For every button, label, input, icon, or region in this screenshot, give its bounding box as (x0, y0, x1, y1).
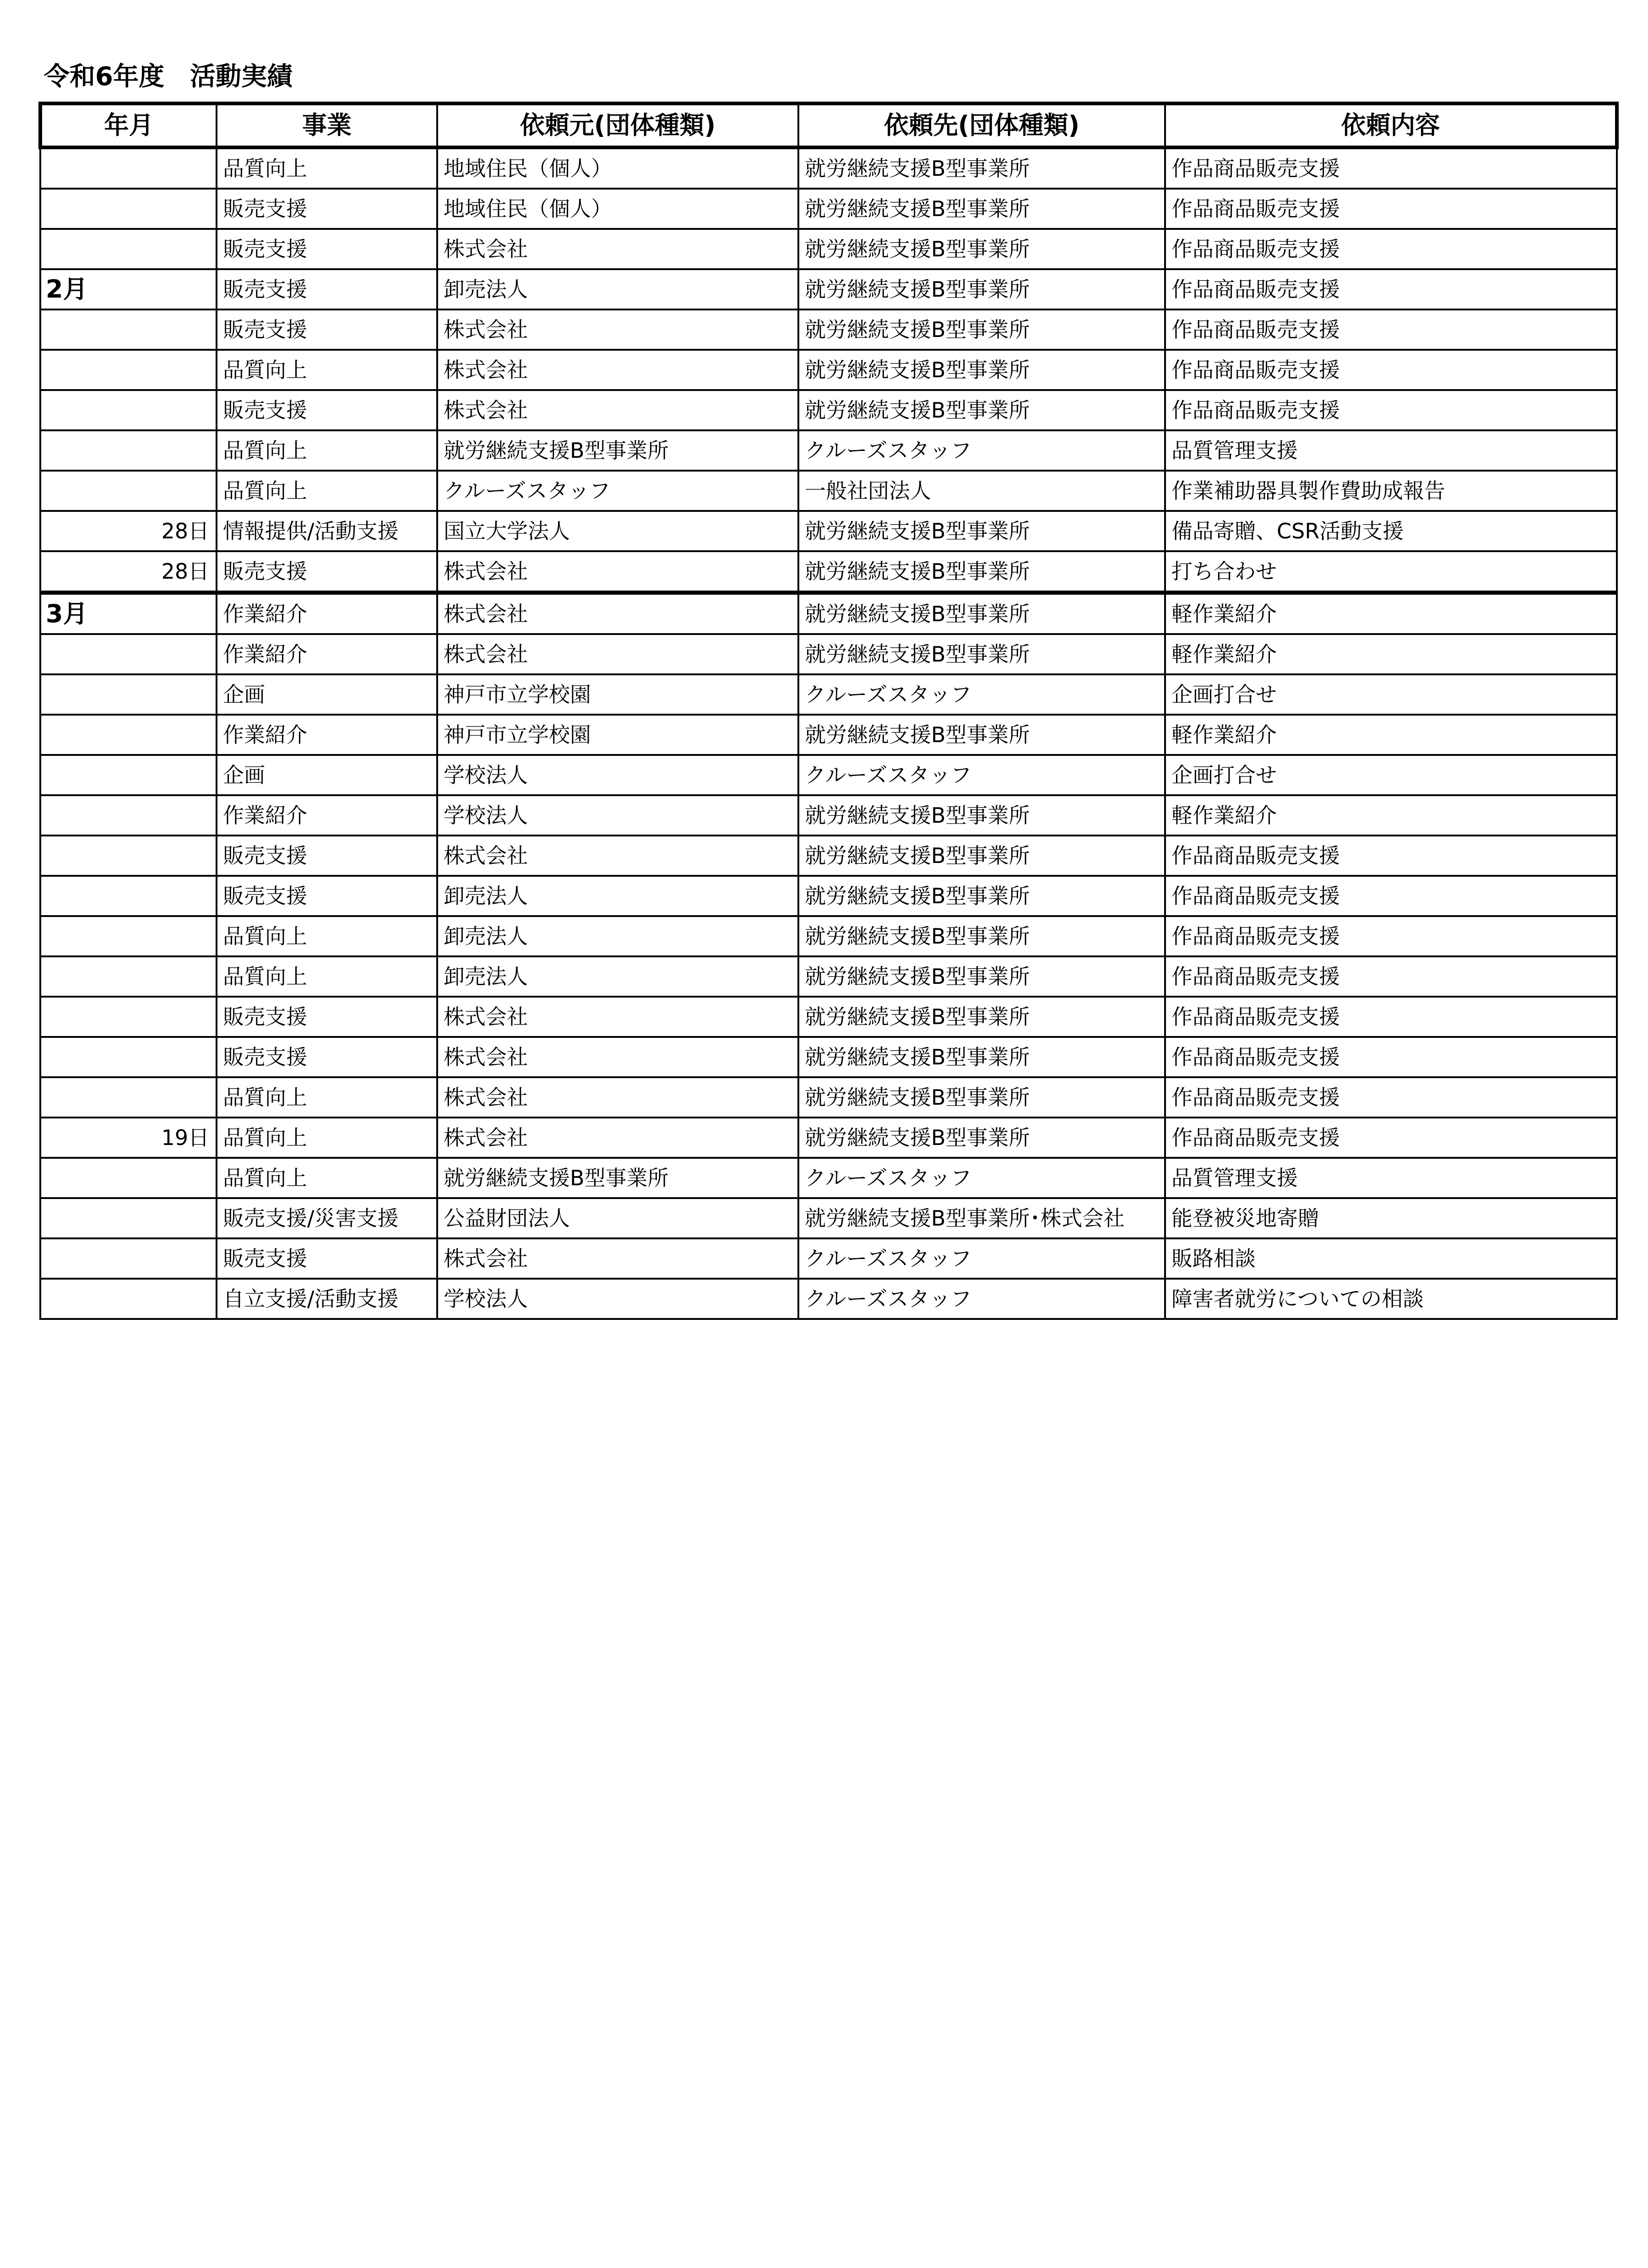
requester-cell: 株式会社 (437, 1037, 798, 1077)
month-cell (40, 229, 217, 269)
header-content: 依頼内容 (1165, 103, 1617, 147)
content-cell: 品質管理支援 (1165, 1158, 1617, 1198)
recipient-cell: 就労継続支援B型事業所･株式会社 (798, 1198, 1165, 1238)
table-header-row (40, 103, 1617, 147)
content-cell: 作品商品販売支援 (1165, 997, 1617, 1037)
recipient-cell: 一般社団法人 (798, 471, 1165, 511)
table-row (40, 755, 1617, 795)
content-cell: 軽作業紹介 (1165, 795, 1617, 836)
business-cell: 販売支援 (217, 1238, 437, 1279)
business-cell: 品質向上 (217, 430, 437, 471)
month-cell (40, 309, 217, 350)
content-cell: 作品商品販売支援 (1165, 1118, 1617, 1158)
table-row (40, 997, 1617, 1037)
month-cell (40, 430, 217, 471)
recipient-cell: 就労継続支援B型事業所 (798, 956, 1165, 997)
content-cell: 作品商品販売支援 (1165, 269, 1617, 309)
table-row (40, 593, 1617, 635)
content-cell: 軽作業紹介 (1165, 634, 1617, 674)
content-cell: 企画打合せ (1165, 755, 1617, 795)
month-cell: 28日 (40, 551, 217, 593)
header-requester: 依頼元(団体種類) (437, 103, 798, 147)
table-row (40, 876, 1617, 916)
business-cell: 作業紹介 (217, 795, 437, 836)
header-recipient: 依頼先(団体種類) (798, 103, 1165, 147)
business-cell: 作業紹介 (217, 634, 437, 674)
content-cell: 作品商品販売支援 (1165, 390, 1617, 430)
recipient-cell: 就労継続支援B型事業所 (798, 593, 1165, 635)
business-cell: 品質向上 (217, 350, 437, 390)
content-cell: 品質管理支援 (1165, 430, 1617, 471)
requester-cell: 就労継続支援B型事業所 (437, 1158, 798, 1198)
month-cell (40, 795, 217, 836)
business-cell: 販売支援 (217, 1037, 437, 1077)
document-title: 令和6年度 活動実績 (44, 62, 293, 92)
table-row (40, 956, 1617, 997)
month-cell (40, 876, 217, 916)
business-cell: 作業紹介 (217, 593, 437, 635)
recipient-cell: 就労継続支援B型事業所 (798, 147, 1165, 189)
requester-cell: 卸売法人 (437, 916, 798, 956)
requester-cell: 株式会社 (437, 551, 798, 593)
month-cell (40, 1037, 217, 1077)
business-cell: 品質向上 (217, 471, 437, 511)
recipient-cell: 就労継続支援B型事業所 (798, 269, 1165, 309)
business-cell: 販売支援 (217, 997, 437, 1037)
month-cell (40, 755, 217, 795)
business-cell: 販売支援 (217, 189, 437, 229)
requester-cell: 学校法人 (437, 795, 798, 836)
table-row (40, 1238, 1617, 1279)
month-cell (40, 1077, 217, 1118)
month-cell: 19日 (40, 1118, 217, 1158)
business-cell: 企画 (217, 674, 437, 715)
content-cell: 作品商品販売支援 (1165, 309, 1617, 350)
month-cell (40, 147, 217, 189)
recipient-cell: 就労継続支援B型事業所 (798, 836, 1165, 876)
requester-cell: 卸売法人 (437, 956, 798, 997)
month-cell (40, 1279, 217, 1319)
table-row (40, 551, 1617, 593)
recipient-cell: クルーズスタッフ (798, 755, 1165, 795)
requester-cell: 公益財団法人 (437, 1198, 798, 1238)
table-row (40, 511, 1617, 551)
recipient-cell: 就労継続支援B型事業所 (798, 551, 1165, 593)
business-cell: 販売支援 (217, 229, 437, 269)
requester-cell: 株式会社 (437, 1238, 798, 1279)
month-cell (40, 189, 217, 229)
requester-cell: 株式会社 (437, 309, 798, 350)
recipient-cell: 就労継続支援B型事業所 (798, 1037, 1165, 1077)
table-row (40, 1077, 1617, 1118)
table-row (40, 916, 1617, 956)
month-cell (40, 471, 217, 511)
table-row (40, 715, 1617, 755)
recipient-cell: クルーズスタッフ (798, 1238, 1165, 1279)
table-row (40, 229, 1617, 269)
month-cell (40, 916, 217, 956)
header-business: 事業 (217, 103, 437, 147)
month-cell (40, 1238, 217, 1279)
requester-cell: 神戸市立学校園 (437, 715, 798, 755)
table-row (40, 1198, 1617, 1238)
requester-cell: 株式会社 (437, 634, 798, 674)
requester-cell: クルーズスタッフ (437, 471, 798, 511)
business-cell: 販売支援 (217, 309, 437, 350)
table-row (40, 350, 1617, 390)
recipient-cell: 就労継続支援B型事業所 (798, 715, 1165, 755)
table-row (40, 471, 1617, 511)
table-row (40, 189, 1617, 229)
month-cell (40, 956, 217, 997)
requester-cell: 株式会社 (437, 350, 798, 390)
table-row (40, 836, 1617, 876)
month-cell (40, 390, 217, 430)
business-cell: 販売支援/災害支援 (217, 1198, 437, 1238)
recipient-cell: 就労継続支援B型事業所 (798, 997, 1165, 1037)
business-cell: 販売支援 (217, 876, 437, 916)
business-cell: 販売支援 (217, 551, 437, 593)
content-cell: 作品商品販売支援 (1165, 350, 1617, 390)
content-cell: 備品寄贈、CSR活動支援 (1165, 511, 1617, 551)
table-row (40, 269, 1617, 309)
recipient-cell: 就労継続支援B型事業所 (798, 916, 1165, 956)
table-row (40, 795, 1617, 836)
recipient-cell: 就労継続支援B型事業所 (798, 229, 1165, 269)
requester-cell: 株式会社 (437, 229, 798, 269)
requester-cell: 学校法人 (437, 755, 798, 795)
table-row (40, 1118, 1617, 1158)
month-cell (40, 350, 217, 390)
table-row (40, 1037, 1617, 1077)
content-cell: 能登被災地寄贈 (1165, 1198, 1617, 1238)
requester-cell: 株式会社 (437, 390, 798, 430)
month-cell: 2月 (40, 269, 217, 309)
content-cell: 作品商品販売支援 (1165, 836, 1617, 876)
business-cell: 品質向上 (217, 916, 437, 956)
content-cell: 軽作業紹介 (1165, 715, 1617, 755)
business-cell: 販売支援 (217, 390, 437, 430)
content-cell: 作品商品販売支援 (1165, 189, 1617, 229)
requester-cell: 株式会社 (437, 593, 798, 635)
business-cell: 販売支援 (217, 269, 437, 309)
month-cell (40, 715, 217, 755)
recipient-cell: 就労継続支援B型事業所 (798, 511, 1165, 551)
recipient-cell: クルーズスタッフ (798, 674, 1165, 715)
business-cell: 品質向上 (217, 1158, 437, 1198)
requester-cell: 学校法人 (437, 1279, 798, 1319)
business-cell: 品質向上 (217, 956, 437, 997)
month-cell (40, 1198, 217, 1238)
business-cell: 自立支援/活動支援 (217, 1279, 437, 1319)
table-body (40, 147, 1617, 1319)
table-row (40, 147, 1617, 189)
table-row (40, 390, 1617, 430)
table-row (40, 309, 1617, 350)
requester-cell: 地域住民（個人） (437, 189, 798, 229)
requester-cell: 株式会社 (437, 1118, 798, 1158)
recipient-cell: 就労継続支援B型事業所 (798, 1118, 1165, 1158)
month-cell (40, 634, 217, 674)
table-row (40, 430, 1617, 471)
requester-cell: 神戸市立学校園 (437, 674, 798, 715)
month-cell (40, 674, 217, 715)
table-row (40, 674, 1617, 715)
recipient-cell: 就労継続支援B型事業所 (798, 876, 1165, 916)
content-cell: 作品商品販売支援 (1165, 1077, 1617, 1118)
business-cell: 企画 (217, 755, 437, 795)
table-row (40, 1158, 1617, 1198)
month-cell: 3月 (40, 593, 217, 635)
month-cell (40, 1158, 217, 1198)
requester-cell: 地域住民（個人） (437, 147, 798, 189)
business-cell: 品質向上 (217, 1118, 437, 1158)
header-month: 年月 (40, 103, 217, 147)
recipient-cell: 就労継続支援B型事業所 (798, 795, 1165, 836)
month-cell: 28日 (40, 511, 217, 551)
requester-cell: 卸売法人 (437, 876, 798, 916)
requester-cell: 株式会社 (437, 997, 798, 1037)
content-cell: 軽作業紹介 (1165, 593, 1617, 635)
recipient-cell: 就労継続支援B型事業所 (798, 634, 1165, 674)
requester-cell: 株式会社 (437, 836, 798, 876)
content-cell: 障害者就労についての相談 (1165, 1279, 1617, 1319)
activity-records-table (38, 102, 1619, 1320)
content-cell: 作品商品販売支援 (1165, 956, 1617, 997)
content-cell: 販路相談 (1165, 1238, 1617, 1279)
recipient-cell: クルーズスタッフ (798, 1279, 1165, 1319)
business-cell: 作業紹介 (217, 715, 437, 755)
content-cell: 作業補助器具製作費助成報告 (1165, 471, 1617, 511)
recipient-cell: 就労継続支援B型事業所 (798, 1077, 1165, 1118)
content-cell: 作品商品販売支援 (1165, 916, 1617, 956)
business-cell: 販売支援 (217, 836, 437, 876)
recipient-cell: 就労継続支援B型事業所 (798, 189, 1165, 229)
content-cell: 企画打合せ (1165, 674, 1617, 715)
month-cell (40, 997, 217, 1037)
table-row (40, 1279, 1617, 1319)
content-cell: 作品商品販売支援 (1165, 147, 1617, 189)
requester-cell: 卸売法人 (437, 269, 798, 309)
content-cell: 作品商品販売支援 (1165, 876, 1617, 916)
table-row (40, 634, 1617, 674)
recipient-cell: 就労継続支援B型事業所 (798, 350, 1165, 390)
requester-cell: 国立大学法人 (437, 511, 798, 551)
recipient-cell: クルーズスタッフ (798, 430, 1165, 471)
content-cell: 作品商品販売支援 (1165, 1037, 1617, 1077)
business-cell: 品質向上 (217, 147, 437, 189)
recipient-cell: 就労継続支援B型事業所 (798, 390, 1165, 430)
month-cell (40, 836, 217, 876)
business-cell: 情報提供/活動支援 (217, 511, 437, 551)
recipient-cell: 就労継続支援B型事業所 (798, 309, 1165, 350)
requester-cell: 株式会社 (437, 1077, 798, 1118)
requester-cell: 就労継続支援B型事業所 (437, 430, 798, 471)
recipient-cell: クルーズスタッフ (798, 1158, 1165, 1198)
content-cell: 作品商品販売支援 (1165, 229, 1617, 269)
business-cell: 品質向上 (217, 1077, 437, 1118)
content-cell: 打ち合わせ (1165, 551, 1617, 593)
